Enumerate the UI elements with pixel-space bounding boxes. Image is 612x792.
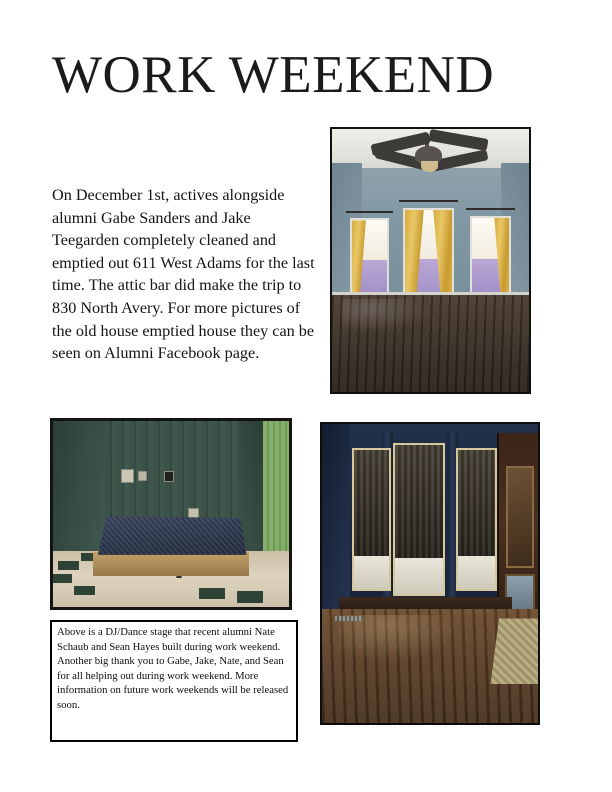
window-sill-light [458,556,495,589]
curtain-rod [466,208,515,210]
floor-tile [58,561,79,570]
left-green-wall [53,421,107,566]
bay-window-center [393,443,445,595]
navy-left-wall [322,424,350,621]
wall-outlet [121,469,134,482]
cabinet-mirror [506,466,534,568]
stage-blue-carpet-surface [98,516,247,555]
floor-reflection [342,299,431,333]
photo-navy-bay-content [322,424,538,723]
page-title: WORK WEEKEND [52,46,495,104]
photo-dj-dance-stage [50,418,292,610]
photo-caption-box [50,620,298,742]
photo-navy-bay-window-room [320,422,540,725]
window-sill-light [354,556,389,589]
floor-reflection [339,615,458,660]
wall-outlet [138,471,147,480]
window-shade [395,445,443,558]
bay-window-right [456,448,497,592]
floor-tile [53,574,72,583]
photo-parlor-content [332,129,529,392]
hardwood-floor [332,295,529,392]
wall-fixture [164,471,174,481]
bay-window-left [352,448,391,592]
curtain-rod [346,211,393,213]
window-shade [354,450,389,556]
bay-window-left [350,218,389,302]
photo-dj-stage-content [53,421,289,607]
body-paragraph: On December 1st, actives alongside alumni Gabe Sanders and Jake Teegarden completely cleaned and emptied out 611 West Adams for the last time. The attic bar did make the trip to 830 North Avery. For more pictures of the old house emptied house they can be seen on Alumni Facebook page. [52,186,315,363]
stage-wooden-frame [93,551,249,576]
floor-tile [237,591,263,602]
window-sill-light [395,558,443,594]
photo-parlor-with-ceiling-fan [330,127,531,394]
right-bright-green-wall [263,421,289,570]
floor-tile [199,588,225,599]
beige-rug [490,618,538,684]
window-shade [458,450,495,556]
photo-caption-text: Above is a DJ/Dance stage that recent alumni Nate Schaub and Sean Hayes built during work weekend. Another big thank you to Gabe, Jake, Nate, and Sean for all helping out during work weekend. More information on future work weekends will be released soon. [57,626,289,711]
wall-outlet [188,508,199,517]
curtain-rod [399,200,458,202]
floor-tile [74,586,95,595]
bay-window-right [470,216,511,303]
hardwood-floor [322,609,538,723]
